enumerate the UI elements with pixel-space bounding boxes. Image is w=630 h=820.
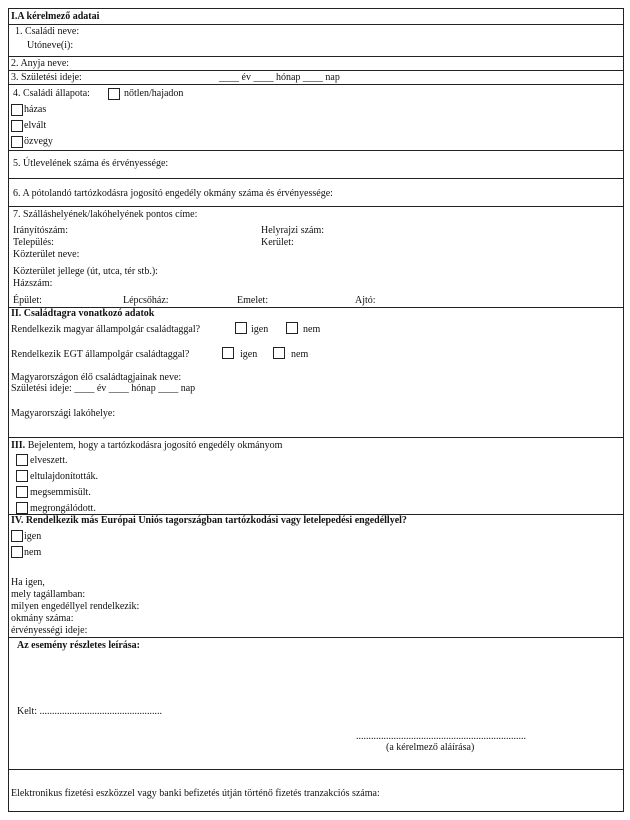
signature-line: .................................................................... xyxy=(356,731,526,742)
divider xyxy=(9,150,623,151)
if-yes-label: Ha igen, xyxy=(11,577,45,588)
divorced-checkbox[interactable] xyxy=(11,120,23,132)
door-label: Ajtó: xyxy=(355,295,376,306)
mother-name-label: 2. Anyja neve: xyxy=(11,58,70,69)
district-label: Kerület: xyxy=(261,237,294,248)
divider xyxy=(9,637,623,638)
hungarian-no-checkbox[interactable] xyxy=(286,322,298,334)
dated-label: Kelt: ................................................. xyxy=(17,706,162,717)
eu-permit-no-label: nem xyxy=(24,547,42,558)
destroyed-label: megsemmisült. xyxy=(30,487,91,498)
document-number-label: okmány száma: xyxy=(11,613,74,624)
divider xyxy=(9,70,623,71)
widowed-checkbox[interactable] xyxy=(11,136,23,148)
lost-checkbox[interactable] xyxy=(16,454,28,466)
divider xyxy=(9,24,623,25)
section-3-roman: III. xyxy=(11,440,26,451)
damaged-checkbox[interactable] xyxy=(16,502,28,514)
member-state-label: mely tagállamban: xyxy=(11,589,86,600)
eu-permit-no-checkbox[interactable] xyxy=(11,546,23,558)
married-label: házas xyxy=(24,104,47,115)
transaction-number-label: Elektronikus fizetési eszközzel vagy banki befizetés útján történő fizetés tranzakciós száma: xyxy=(11,788,380,799)
hungarian-yes-checkbox[interactable] xyxy=(235,322,247,334)
street-type-label: Közterület jellege (út, utca, tér stb.): xyxy=(13,266,158,277)
single-checkbox[interactable] xyxy=(108,88,120,100)
hungarian-family-question: Rendelkezik magyar állampolgár családtaggal? xyxy=(11,324,201,335)
eea-yes-checkbox[interactable] xyxy=(222,347,234,359)
signature-label: (a kérelmező aláírása) xyxy=(386,742,475,753)
divider xyxy=(9,437,623,438)
street-name-label: Közterület neve: xyxy=(13,249,80,260)
zip-label: Irányítószám: xyxy=(13,225,68,236)
given-name-label: Utóneve(i): xyxy=(27,40,74,51)
event-description-title: Az esemény részletes leírása: xyxy=(17,640,140,651)
widowed-label: özvegy xyxy=(24,136,53,147)
divider xyxy=(9,769,623,770)
staircase-label: Lépcsőház: xyxy=(123,295,169,306)
building-label: Épület: xyxy=(13,295,42,306)
family-members-label: Magyarországon élő családtagjainak neve: xyxy=(11,372,182,383)
birth-date-label: 3. Születési ideje: xyxy=(11,72,82,83)
permit-doc-label: 6. A pótolandó tartózkodásra jogosító engedély okmány száma és érvényessége: xyxy=(13,188,333,199)
section-3-text: Bejelentem, hogy a tartózkodásra jogosító engedély okmányom xyxy=(25,440,283,451)
town-label: Település: xyxy=(13,237,54,248)
eea-yes-label: igen xyxy=(240,349,258,360)
lost-label: elveszett. xyxy=(30,455,68,466)
hungarian-residence-label: Magyarországi lakóhelye: xyxy=(11,408,116,419)
stolen-checkbox[interactable] xyxy=(16,470,28,482)
section-1-title: I.A kérelmező adatai xyxy=(11,11,100,22)
validity-label: érvényességi ideje: xyxy=(11,625,88,636)
plot-number-label: Helyrajzi szám: xyxy=(261,225,325,236)
divorced-label: elvált xyxy=(24,120,47,131)
eea-no-label: nem xyxy=(291,349,309,360)
member-birth-date-label: Születési ideje: ____ év ____ hónap ____ nap xyxy=(11,383,196,394)
married-checkbox[interactable] xyxy=(11,104,23,116)
application-form xyxy=(8,8,624,812)
divider xyxy=(9,56,623,57)
permit-type-label: milyen engedéllyel rendelkezik: xyxy=(11,601,140,612)
floor-label: Emelet: xyxy=(237,295,269,306)
family-name-label: 1. Családi neve: xyxy=(15,26,80,37)
section-2-title: II. Családtagra vonatkozó adatok xyxy=(11,308,155,319)
eea-no-checkbox[interactable] xyxy=(273,347,285,359)
damaged-label: megrongálódott. xyxy=(30,503,96,514)
hungarian-yes-label: igen xyxy=(251,324,269,335)
eu-permit-yes-checkbox[interactable] xyxy=(11,530,23,542)
destroyed-checkbox[interactable] xyxy=(16,486,28,498)
house-number-label: Házszám: xyxy=(13,278,53,289)
birth-date-fields: ____ év ____ hónap ____ nap xyxy=(219,72,340,83)
address-label: 7. Szálláshelyének/lakóhelyének pontos címe: xyxy=(13,209,198,220)
hungarian-no-label: nem xyxy=(303,324,321,335)
stolen-label: eltulajdonították. xyxy=(30,471,99,482)
divider xyxy=(9,178,623,179)
single-label: nőtlen/hajadon xyxy=(124,88,184,99)
marital-status-label: 4. Családi állapota: xyxy=(13,88,90,99)
eu-permit-yes-label: igen xyxy=(24,531,42,542)
divider xyxy=(9,206,623,207)
eea-family-question: Rendelkezik EGT állampolgár családtaggal? xyxy=(11,349,190,360)
section-3-title xyxy=(11,440,282,452)
divider xyxy=(9,84,623,85)
section-4-title: IV. Rendelkezik más Európai Uniós tagországban tartózkodási vagy letelepedési engedéllyel? xyxy=(11,515,407,526)
passport-label: 5. Útlevelének száma és érvényessége: xyxy=(13,158,169,169)
